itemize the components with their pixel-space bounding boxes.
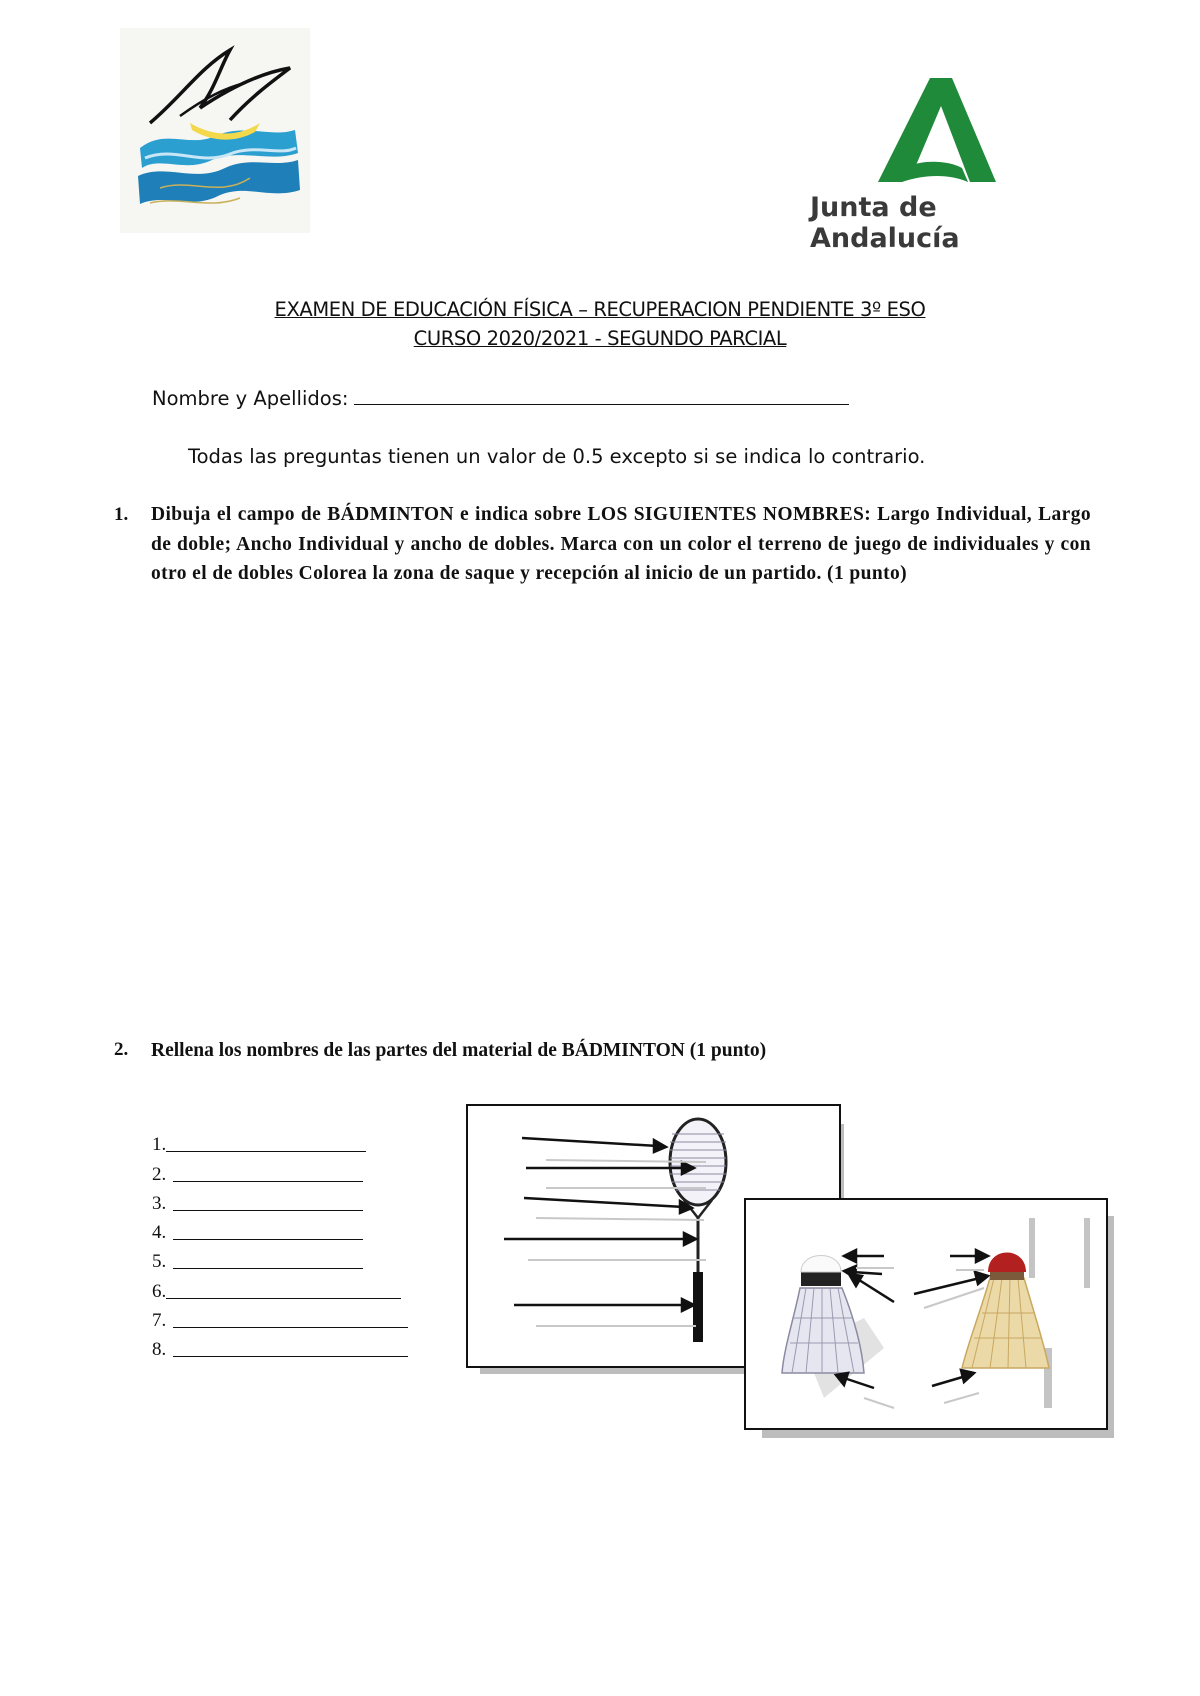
junta-a-icon: [810, 70, 1070, 190]
school-logo: [120, 28, 310, 233]
answer-line[interactable]: 6.: [152, 1273, 408, 1302]
name-blank-line[interactable]: [354, 388, 849, 405]
name-field[interactable]: [152, 387, 849, 410]
question-1-text: Dibuja el campo de BÁDMINTON e indica sobre LOS SIGUIENTES NOMBRES: Largo Individual, Largo de doble; Ancho Individual y ancho de dobles. Marca con un color el terreno de juego de individuales y con otro el de dobles Colorea la zona de saque y recepción al inicio de un partido. (1 punto): [151, 504, 1091, 584]
junta-logo-text: Junta de Andalucía: [810, 192, 960, 254]
exam-title: EXAMEN DE EDUCACIÓN FÍSICA – RECUPERACION PENDIENTE 3º ESO: [274, 298, 926, 321]
answer-list: [152, 1127, 408, 1361]
question-2-text: Rellena los nombres de las partes del material de BÁDMINTON (1 punto): [151, 1040, 767, 1061]
question-2-number: 2.: [114, 1039, 129, 1060]
scoring-note: Todas las preguntas tienen un valor de 0.5 excepto si se indica lo contrario.: [188, 445, 926, 468]
shuttlecock-diagram: [744, 1198, 1114, 1438]
answer-line[interactable]: 4.: [152, 1215, 408, 1244]
question-1-number: 1.: [114, 504, 129, 525]
answer-line[interactable]: 3.: [152, 1186, 408, 1215]
answer-line[interactable]: 5.: [152, 1244, 408, 1273]
answer-line[interactable]: 7.: [152, 1303, 408, 1332]
exam-subtitle: CURSO 2020/2021 - SEGUNDO PARCIAL: [413, 327, 787, 350]
junta-logo: [810, 70, 1070, 254]
answer-line[interactable]: 1.: [152, 1127, 408, 1156]
name-label: Nombre y Apellidos:: [152, 387, 349, 410]
answer-line[interactable]: 2.: [152, 1156, 408, 1185]
answer-line[interactable]: 8.: [152, 1332, 408, 1361]
